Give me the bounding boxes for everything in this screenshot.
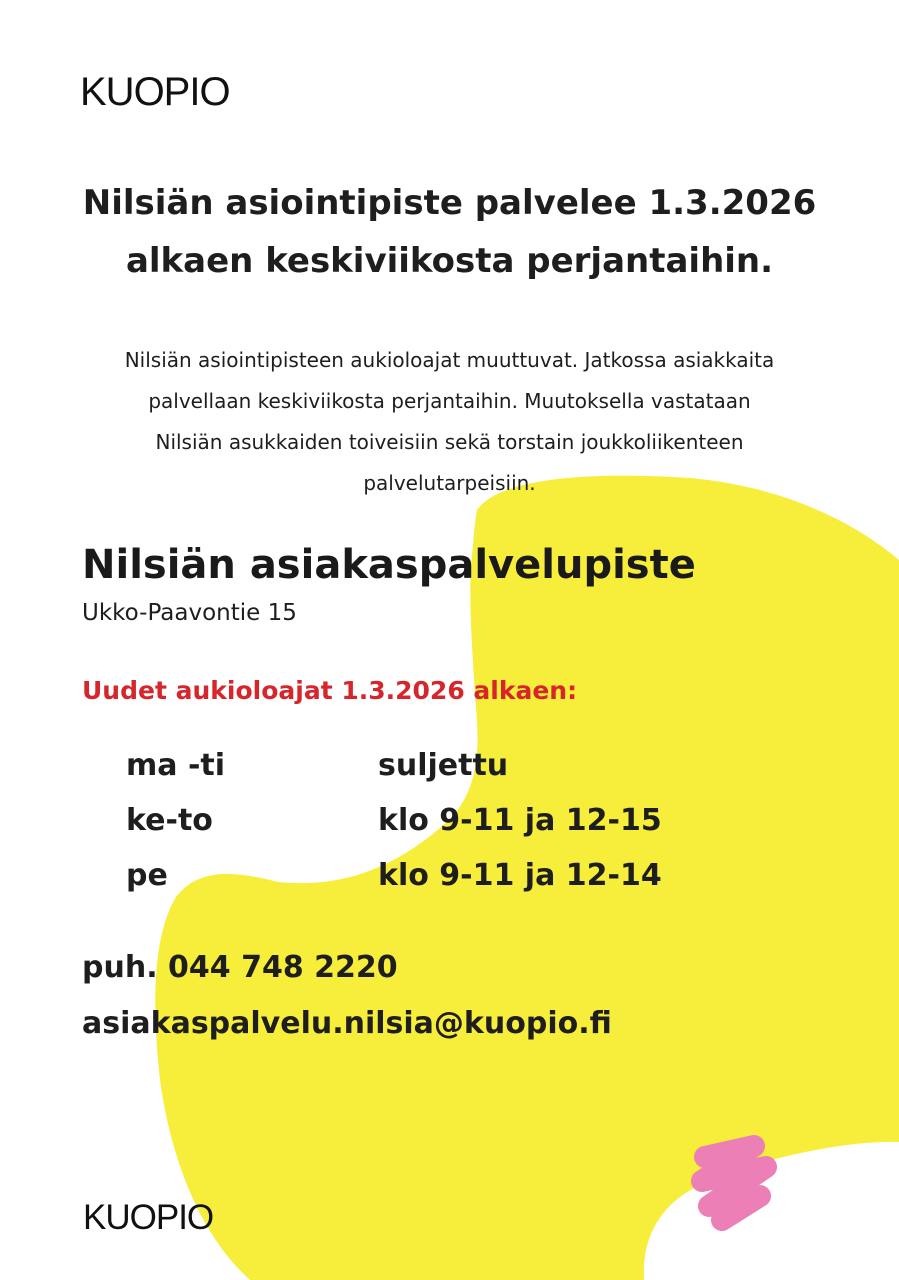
hours-row xyxy=(126,793,662,848)
office-address: Ukko-Paavontie 15 xyxy=(82,600,297,626)
intro-line-1: Nilsiän asiointipisteen aukioloajat muuttuvat. Jatkossa asiakkaita xyxy=(124,348,775,372)
hours-day: pe xyxy=(126,858,168,893)
opening-hours-table xyxy=(126,738,662,903)
intro-paragraph xyxy=(60,340,839,504)
new-hours-heading: Uudet aukioloajat 1.3.2026 alkaen: xyxy=(82,676,578,705)
hours-day: ke-to xyxy=(126,803,213,838)
headline xyxy=(60,174,839,290)
kuopio-logo-top: KUOPIO xyxy=(80,70,230,114)
contact-info xyxy=(82,940,612,1052)
hours-row xyxy=(126,738,662,793)
hours-time: klo 9-11 ja 12-15 xyxy=(378,803,662,838)
kuopio-logo-bottom: KUOPIO xyxy=(83,1198,214,1237)
intro-line-3: Nilsiän asukkaiden toiveisiin sekä torstain joukkoliikenteen xyxy=(155,430,744,454)
office-name: Nilsiän asiakaspalvelupiste xyxy=(82,542,696,588)
hours-time: suljettu xyxy=(378,748,509,783)
headline-line-1: Nilsiän asiointipiste palvelee 1.3.2026 xyxy=(82,183,817,223)
hours-time: klo 9-11 ja 12-14 xyxy=(378,858,662,893)
hours-row xyxy=(126,848,662,903)
headline-line-2: alkaen keskiviikosta perjantaihin. xyxy=(125,241,774,281)
intro-line-4: palvelutarpeisiin. xyxy=(363,471,536,495)
intro-line-2: palvellaan keskiviikosta perjantaihin. Muutoksella vastataan xyxy=(148,389,751,413)
phone-number: puh. 044 748 2220 xyxy=(82,950,398,985)
email-link[interactable]: asiakaspalvelu.nilsia@kuopio.fi xyxy=(82,1006,612,1041)
hours-day: ma -ti xyxy=(126,748,226,783)
